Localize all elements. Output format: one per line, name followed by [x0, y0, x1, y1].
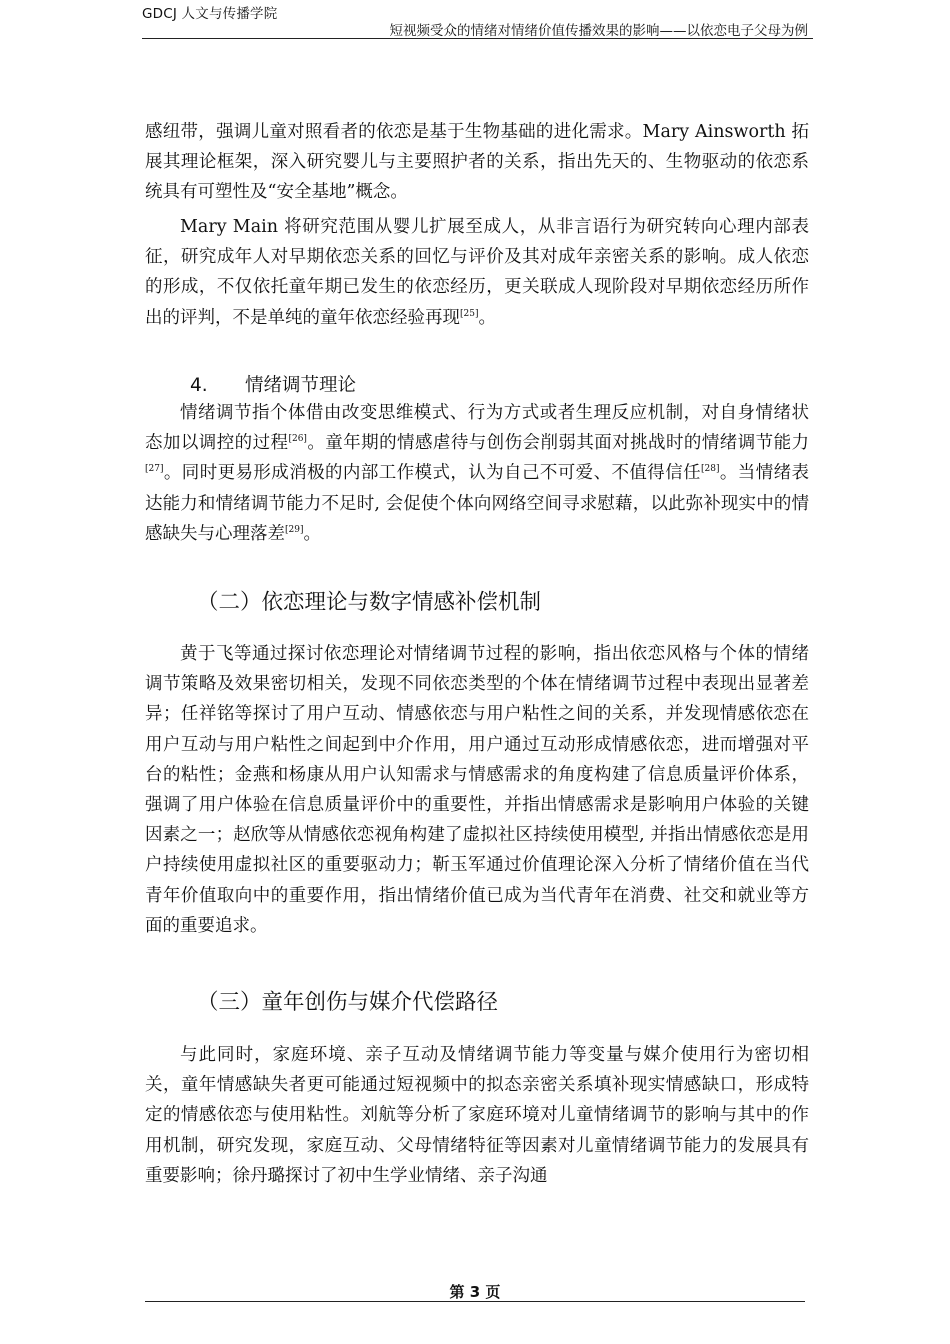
section-heading-2: （二）依恋理论与数字情感补偿机制 [197, 590, 542, 615]
paragraph-text: 。同时更易形成消极的内部工作模式，认为自己不可爱、不值得信任 [163, 463, 701, 484]
paragraph-mary-main [145, 212, 809, 333]
page-number: 第 3 页 [449, 1283, 501, 1301]
paragraph-family-environment: 与此同时，家庭环境、亲子互动及情绪调节能力等变量与媒介使用行为密切相关，童年情感缺失者更可能通过短视频中的拟态亲密关系填补现实情感缺口，形成特定的情感依恋与使用粘性。刘航等分析了家庭环境对儿童情绪调节的影响与其中的作用机制，研究发现，家庭互动、父母情绪特征等因素对儿童情绪调节能力的发展具有重要影响；徐丹璐探讨了初中生学业情绪、亲子沟通 [145, 1045, 809, 1186]
paragraph-literature-review: 黄于飞等通过探讨依恋理论对情绪调节过程的影响，指出依恋风格与个体的情绪调节策略及效果密切相关，发现不同依恋类型的个体在情绪调节过程中表现出显著差异；任祥铭等探讨了用户互动、情感依恋与用户粘性之间的关系，并发现情感依恋在用户互动与用户粘性之间起到中介作用，用户通过互动形成情感依恋，进而增强对平台的粘性；金燕和杨康从用户认知需求与情感需求的角度构建了信息质量评价体系，强调了用户体验在信息质量评价中的重要性，并指出情感需求是影响用户体验的关键因素之一；赵欣等从情感依恋视角构建了虚拟社区持续使用模型, 并指出情感依恋是用户持续使用虚拟社区的重要驱动力；靳玉军通过价值理论深入分析了情绪价值在当代青年价值取向中的重要作用，指出情绪价值已成为当代青年在消费、社交和就业等方面的重要追求。 [145, 644, 809, 936]
citation-ref: [27] [145, 464, 164, 475]
citation-ref: [26] [288, 434, 307, 445]
footer-rule [145, 1301, 805, 1302]
subheading-emotion-regulation [190, 371, 356, 397]
paragraph-text: 。当情绪表达能力和情绪调节能力不足时, 会促使个体向网络空间寻求慰藉，以此弥补现实中的情感缺失与心理落差 [145, 463, 810, 544]
header-rule [142, 38, 813, 39]
running-header-institution: GDCJ 人文与传播学院 [142, 6, 278, 22]
paragraph-text: 。 [303, 523, 321, 544]
running-header-title: 短视频受众的情绪对情绪价值传播效果的影响——以依恋电子父母为例 [389, 23, 808, 39]
subheading-number: 4. [190, 375, 208, 396]
paragraph-text: 。 [478, 307, 496, 328]
paragraph-emotion-regulation [145, 398, 809, 549]
paragraph-text: 。童年期的情感虐待与创伤会削弱其面对挑战时的情绪调节能力 [306, 433, 810, 454]
paragraph-text: Mary Main 将研究范围从婴儿扩展至成人，从非言语行为研究转向心理内部表征，研究成年人对早期依恋关系的回忆与评价及其对成年亲密关系的影响。成人依恋的形成，不仅依托童年期已发生的依恋经历，更关联成人现阶段对早期依恋经历所作出的评判，不是单纯的童年依恋经验再现 [145, 217, 809, 328]
paragraph-attachment-intro: 感纽带，强调儿童对照看者的依恋是基于生物基础的进化需求。Mary Ainsworth 拓展其理论框架，深入研究婴儿与主要照护者的关系，指出先天的、生物驱动的依恋系统具有可塑性及“安全基地”概念。 [145, 122, 809, 203]
citation-ref: [29] [285, 524, 304, 535]
paragraph-text: 情绪调节指个体借由改变思维模式、行为方式或者生理反应机制，对自身情绪状态加以调控的过程 [145, 403, 809, 454]
citation-ref: [25] [460, 308, 479, 319]
citation-ref: [28] [701, 464, 720, 475]
subheading-text: 情绪调节理论 [245, 375, 357, 396]
section-heading-3: （三）童年创伤与媒介代偿路径 [197, 990, 499, 1015]
